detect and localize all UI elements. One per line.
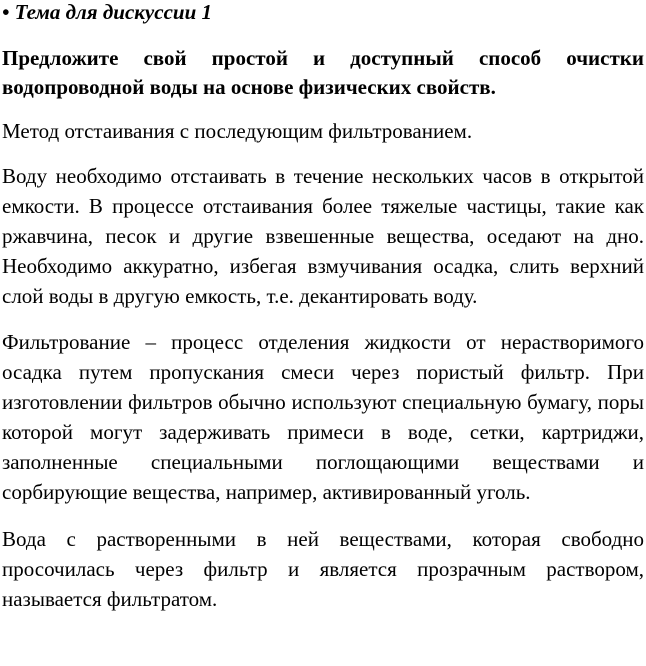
filtrate-paragraph: Вода с растворенными в ней веществами, которая свободно просочилась через фильтр и является прозрачным раствором, называется фильтратом. — [2, 527, 644, 611]
discussion-question: Предложите свой простой и доступный способ очистки водопроводной воды на основе физических свойств. — [2, 46, 644, 99]
settling-paragraph: Воду необходимо отстаивать в течение нескольких часов в открытой емкости. В процессе отстаивания более тяжелые частицы, такие как ржавчина, песок и другие взвешенные вещества, оседают на дно. Необходимо аккуратно, избегая взмучивания осадка, слить верхний слой воды в другую емкость, т.е. декантировать воду. — [2, 164, 644, 308]
discussion-topic-heading: • Тема для дискуссии 1 — [2, 0, 212, 24]
filtration-paragraph: Фильтрование – процесс отделения жидкости от нерастворимого осадка путем пропускания смеси через пористый фильтр. При изготовлении фильтров обычно используют специальную бумагу, поры которой могут задерживать примеси в воде, сетки, картриджи, заполненные специальными поглощающими веществами и сорбирующие вещества, например, активированный уголь. — [2, 330, 644, 504]
answer-method-paragraph: Метод отстаивания с последующим фильтрованием. — [2, 119, 473, 143]
